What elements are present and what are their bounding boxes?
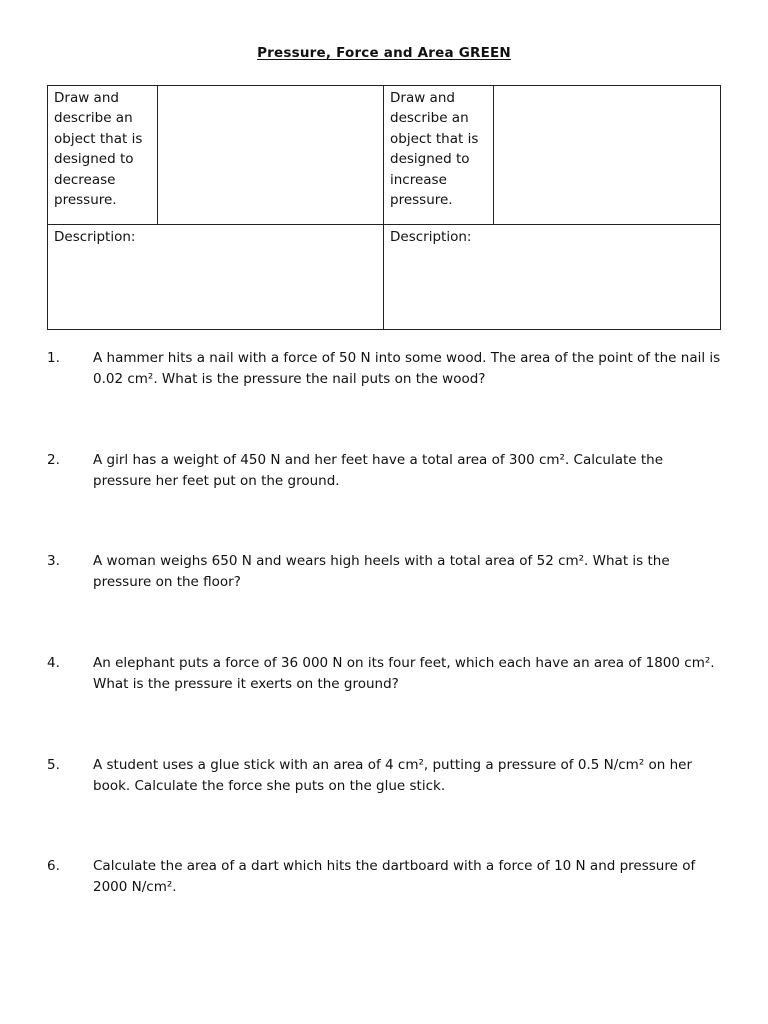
description-label-right: Description: bbox=[390, 229, 472, 245]
design-table-description-row bbox=[48, 225, 721, 330]
description-label-left: Description: bbox=[54, 229, 136, 245]
worksheet-title-text: Pressure, Force and Area GREEN bbox=[257, 45, 511, 61]
question-text: A hammer hits a nail with a force of 50 N into some wood. The area of the point of the nail is 0.02 cm². What is the pressure the nail puts on the wood? bbox=[93, 350, 721, 387]
question-number: 1. bbox=[47, 350, 60, 366]
design-table bbox=[47, 85, 721, 330]
increase-pressure-drawing-area[interactable] bbox=[494, 86, 721, 225]
question-text: A woman weighs 650 N and wears high heels with a total area of 52 cm². What is the pressure on the floor? bbox=[93, 553, 670, 590]
design-table-prompt-row bbox=[48, 86, 721, 225]
decrease-pressure-drawing-area[interactable] bbox=[158, 86, 384, 225]
worksheet-title bbox=[0, 45, 768, 61]
question-text: A girl has a weight of 450 N and her feet have a total area of 300 cm². Calculate the pressure her feet put on the ground. bbox=[93, 452, 664, 489]
question-number: 4. bbox=[47, 655, 60, 671]
increase-pressure-description-cell[interactable] bbox=[384, 225, 721, 330]
question-number: 3. bbox=[47, 553, 60, 569]
decrease-pressure-prompt: Draw and describe an object that is designed to decrease pressure. bbox=[48, 86, 158, 225]
question-number: 6. bbox=[47, 858, 60, 874]
question-number: 2. bbox=[47, 452, 60, 468]
question-text: A student uses a glue stick with an area of 4 cm², putting a pressure of 0.5 N/cm² on her book. Calculate the force she puts on the glue stick. bbox=[93, 757, 693, 794]
question-text: An elephant puts a force of 36 000 N on its four feet, which each have an area of 1800 cm². What is the pressure it exerts on the ground? bbox=[93, 655, 715, 692]
question-number: 5. bbox=[47, 757, 60, 773]
increase-pressure-prompt: Draw and describe an object that is designed to increase pressure. bbox=[384, 86, 494, 225]
decrease-pressure-description-cell[interactable] bbox=[48, 225, 384, 330]
question-text: Calculate the area of a dart which hits the dartboard with a force of 10 N and pressure of 2000 N/cm². bbox=[93, 858, 696, 895]
